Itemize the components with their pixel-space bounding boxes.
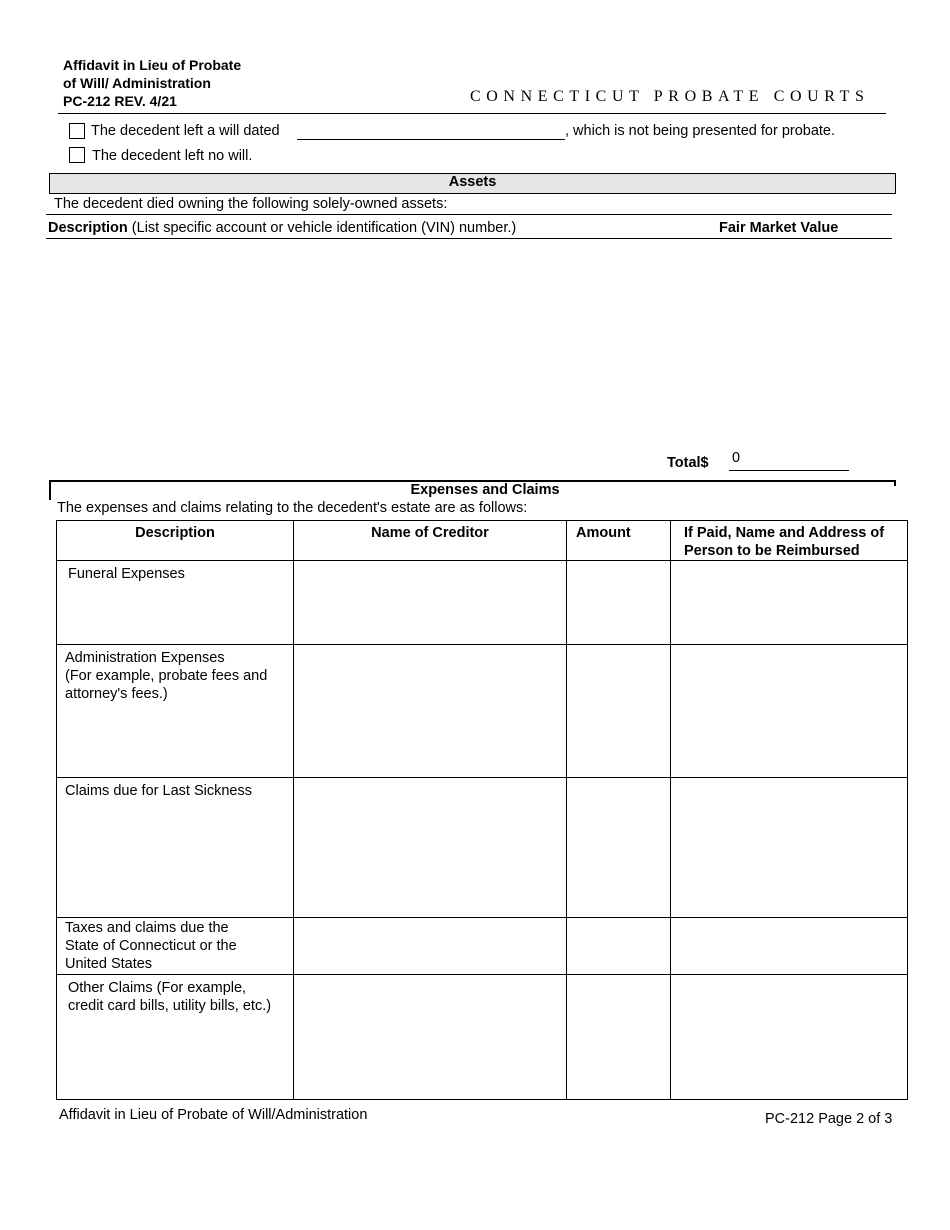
- col-reimbursed: If Paid, Name and Address of Person to be Reimbursed: [671, 521, 908, 561]
- will-date-input[interactable]: [297, 123, 565, 140]
- amount-cell[interactable]: [567, 975, 671, 1100]
- amount-cell[interactable]: [567, 645, 671, 778]
- court-name: CONNECTICUT PROBATE COURTS: [470, 88, 870, 105]
- table-row: [57, 975, 908, 1100]
- row-last-sickness: Claims due for Last Sickness: [57, 778, 294, 918]
- description-label: Description: [48, 220, 128, 236]
- table-row: [57, 918, 908, 975]
- assets-intro: The decedent died owning the following solely-owned assets:: [54, 196, 448, 212]
- creditor-cell[interactable]: [294, 645, 567, 778]
- table-row: [57, 645, 908, 778]
- total-label: Total$: [667, 455, 709, 471]
- form-title-line2: of Will/ Administration: [63, 75, 211, 91]
- reimbursed-cell[interactable]: [671, 561, 908, 645]
- creditor-cell[interactable]: [294, 918, 567, 975]
- row-administration-expenses: Administration Expenses (For example, probate fees and attorney's fees.): [57, 645, 294, 778]
- col-description: Description: [57, 521, 294, 561]
- creditor-cell[interactable]: [294, 975, 567, 1100]
- amount-cell[interactable]: [567, 778, 671, 918]
- footer-page-label: PC-212 Page 2 of 3: [765, 1111, 893, 1127]
- form-number: PC-212 REV. 4/21: [63, 93, 177, 109]
- expenses-table: [56, 520, 908, 1100]
- will-dated-checkbox[interactable]: [69, 123, 85, 139]
- assets-entry-area[interactable]: [46, 240, 892, 445]
- expenses-section-header: Expenses and Claims: [410, 482, 560, 498]
- creditor-cell[interactable]: [294, 778, 567, 918]
- description-note: (List specific account or vehicle identification (VIN) number.): [131, 220, 517, 236]
- assets-description-header: [48, 220, 516, 236]
- table-header-row: [57, 521, 908, 561]
- header-divider: [58, 113, 886, 114]
- fair-market-value-header: Fair Market Value: [719, 220, 839, 236]
- assets-section-header: Assets: [49, 173, 896, 194]
- total-value: 0: [732, 450, 741, 466]
- row-other-claims: Other Claims (For example, credit card bills, utility bills, etc.): [57, 975, 294, 1100]
- total-field[interactable]: [729, 450, 849, 471]
- reimbursed-cell[interactable]: [671, 778, 908, 918]
- assets-divider-bottom: [46, 238, 892, 239]
- row-funeral-expenses: Funeral Expenses: [57, 561, 294, 645]
- no-will-checkbox[interactable]: [69, 147, 85, 163]
- reimbursed-cell[interactable]: [671, 645, 908, 778]
- footer-left-text: Affidavit in Lieu of Probate of Will/Administration: [59, 1107, 368, 1123]
- table-row: [57, 561, 908, 645]
- row-taxes-claims: Taxes and claims due the State of Connecticut or the United States: [57, 918, 294, 975]
- reimbursed-cell[interactable]: [671, 918, 908, 975]
- form-title-block: [63, 56, 241, 110]
- col-amount: Amount: [567, 521, 671, 561]
- will-dated-prefix: The decedent left a will dated: [91, 123, 280, 139]
- amount-cell[interactable]: [567, 918, 671, 975]
- reimbursed-cell[interactable]: [671, 975, 908, 1100]
- col-creditor: Name of Creditor: [294, 521, 567, 561]
- form-title-line1: Affidavit in Lieu of Probate: [63, 57, 242, 73]
- will-dated-suffix: , which is not being presented for probate.: [565, 123, 836, 139]
- no-will-label: The decedent left no will.: [92, 148, 253, 164]
- table-row: [57, 778, 908, 918]
- creditor-cell[interactable]: [294, 561, 567, 645]
- assets-divider-top: [46, 214, 892, 215]
- amount-cell[interactable]: [567, 561, 671, 645]
- expenses-intro: The expenses and claims relating to the decedent's estate are as follows:: [57, 500, 528, 516]
